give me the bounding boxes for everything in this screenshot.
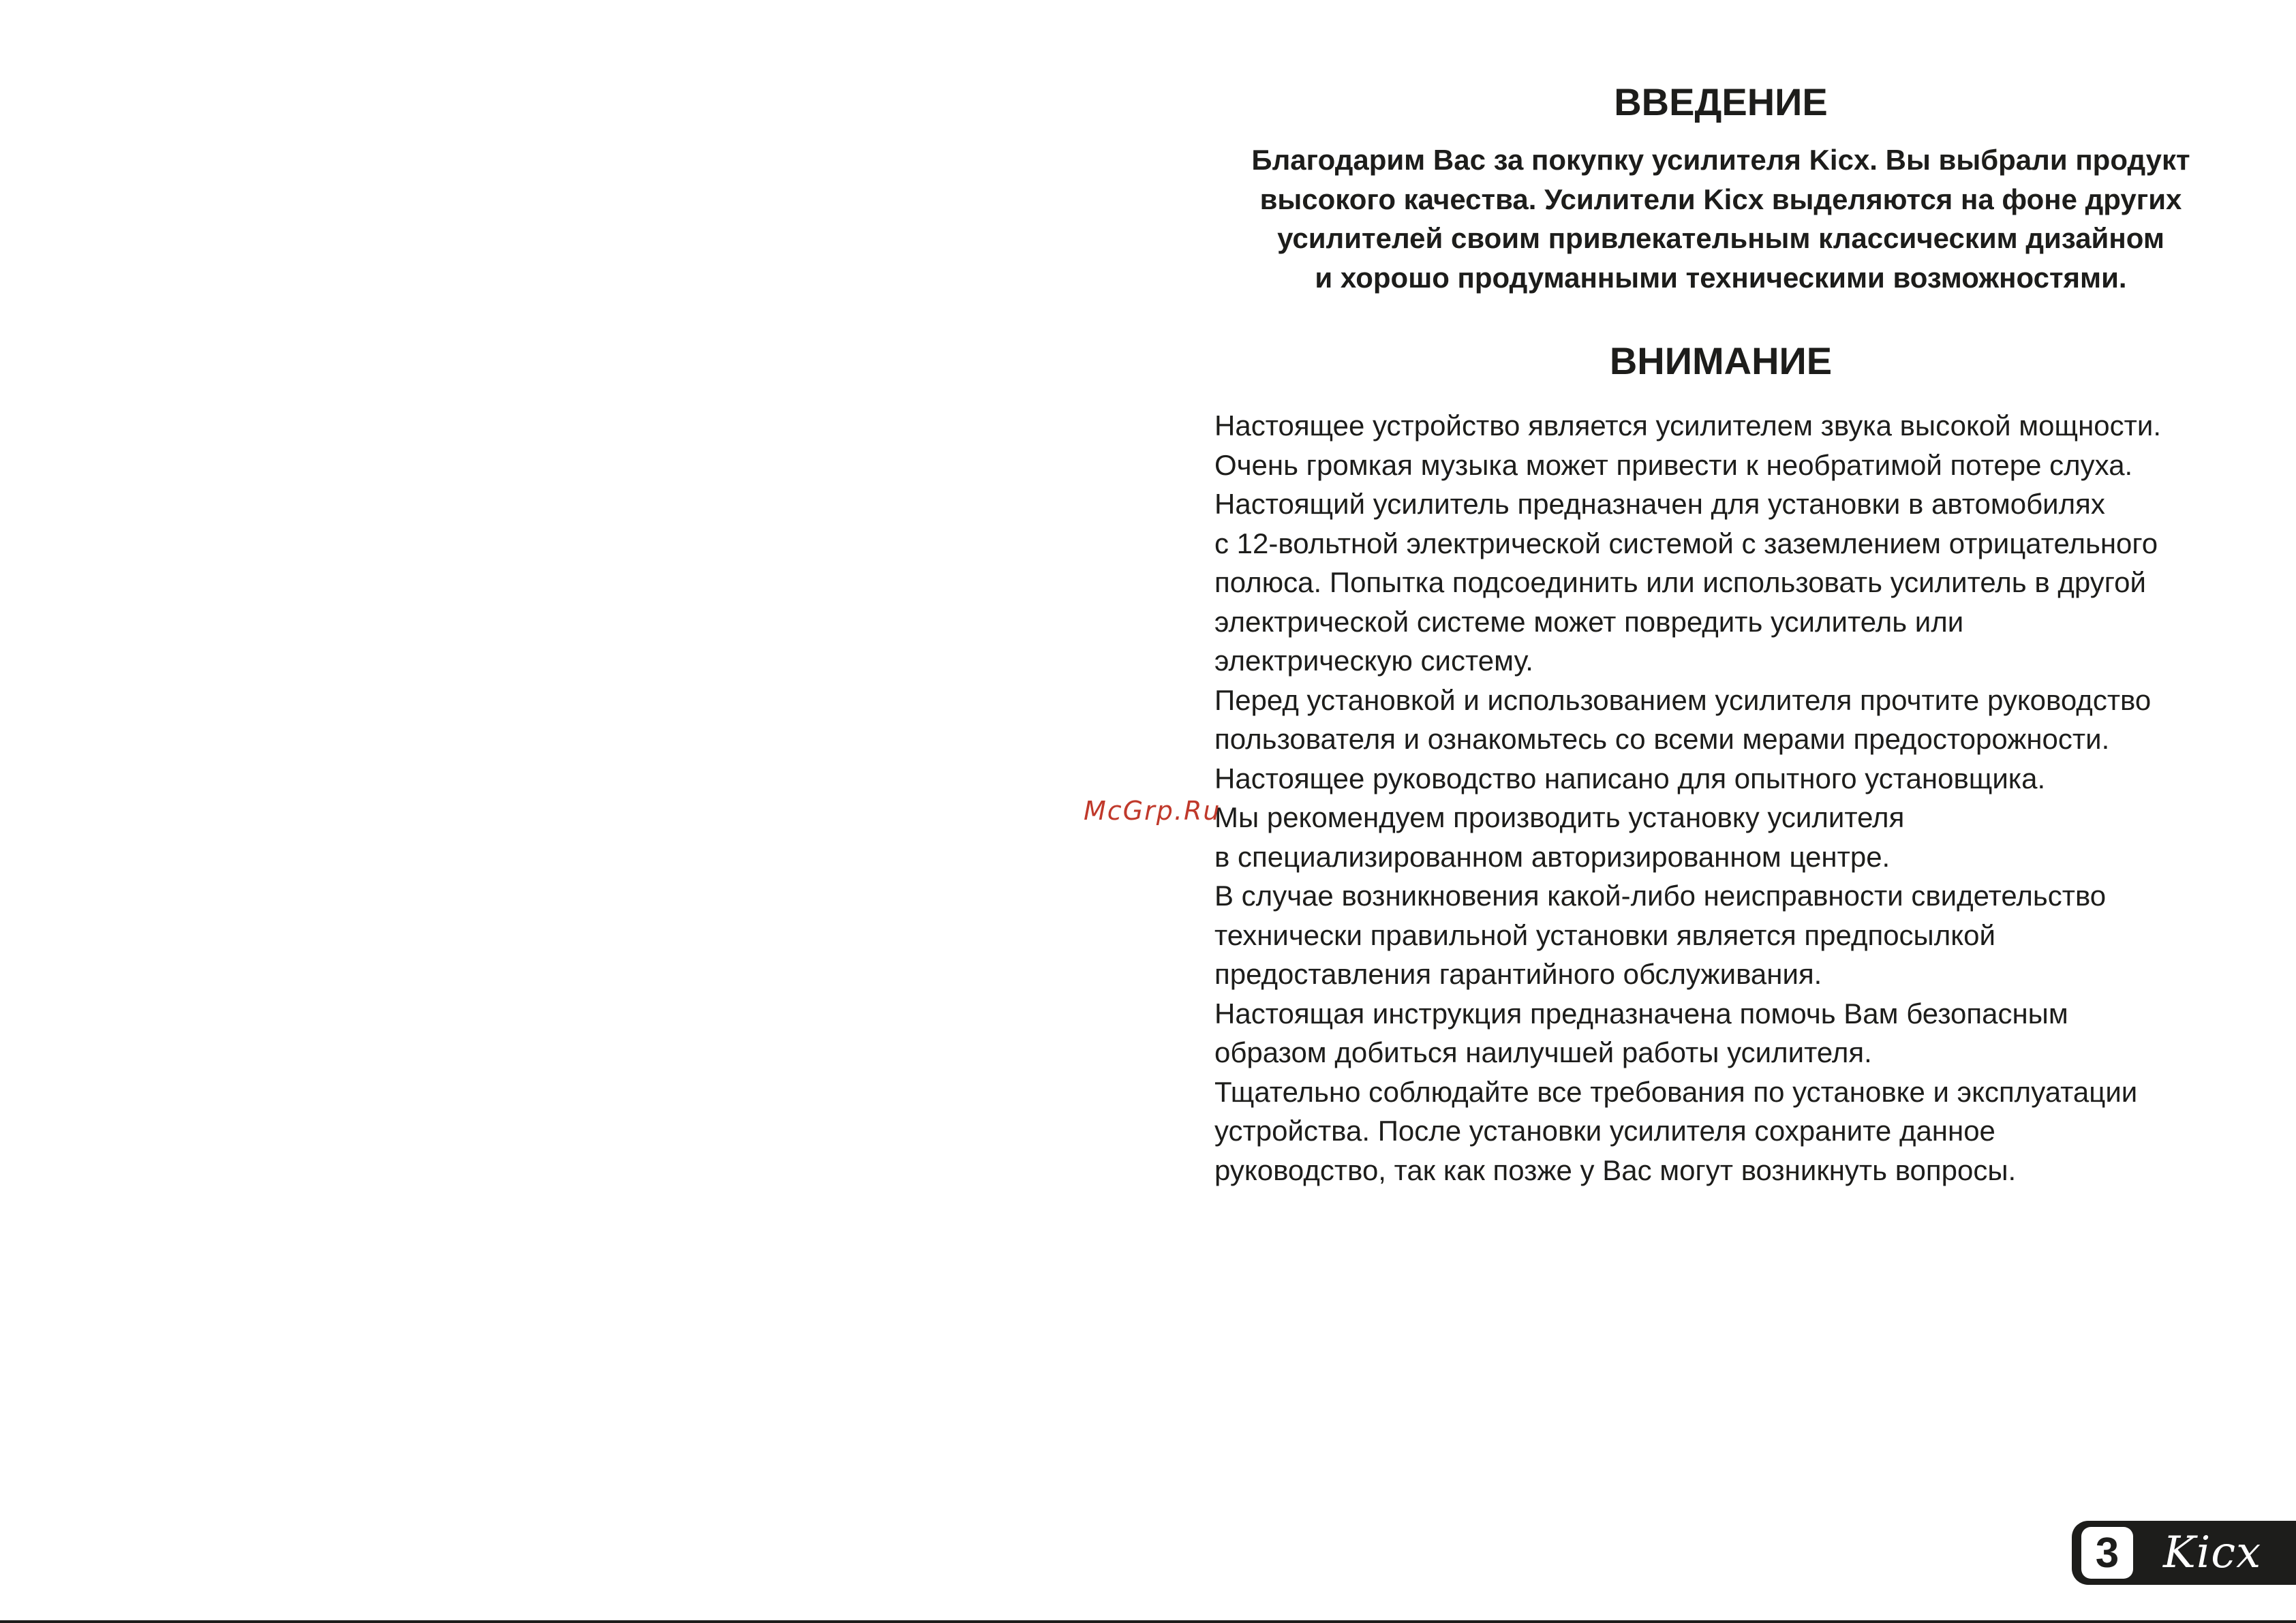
heading-introduction: ВВЕДЕНИЕ: [1614, 80, 1828, 123]
body-line: Очень громкая музыка может привести к необратимой потере слуха.: [1214, 448, 2133, 481]
body-line: руководство, так как позже у Вас могут возникнуть вопросы.: [1214, 1154, 2017, 1186]
content-column: [1199, 75, 2242, 1190]
intro-line: усилителей своим привлекательным классическим дизайном: [1277, 222, 2164, 254]
footer-badge: [2072, 1521, 2296, 1585]
body-line: технически правильной установки является предпосылкой: [1214, 918, 1995, 951]
body-line: Настоящее устройство является усилителем звука высокой мощности.: [1214, 409, 2161, 442]
brand-logo: Kicx: [2163, 1528, 2262, 1578]
body-line: электрической системе может повредить усилитель или: [1214, 605, 1964, 638]
body-line: предоставления гарантийного обслуживания.: [1214, 958, 1822, 990]
body-line: в специализированном авторизированном центре.: [1214, 840, 1891, 873]
body-line: электрическую систему.: [1214, 645, 1533, 677]
intro-paragraph: [1199, 140, 2242, 297]
page-number: 3: [2081, 1527, 2133, 1579]
body-line: с 12-вольтной электрической системой с заземлением отрицательного: [1214, 527, 2158, 559]
intro-line: Благодарим Вас за покупку усилителя Kicx. Вы выбрали продукт: [1251, 144, 2190, 176]
body-line: Настоящее руководство написано для опытного установщика.: [1214, 762, 2046, 794]
body-line: Мы рекомендуем производить установку усилителя: [1214, 801, 1905, 833]
intro-line: высокого качества. Усилители Kicx выделяются на фоне других: [1259, 183, 2182, 215]
body-line: В случае возникновения какой-либо неисправности свидетельство: [1214, 880, 2107, 912]
bottom-divider: [0, 1620, 2296, 1623]
watermark: McGrp.Ru: [1084, 796, 1221, 826]
body-line: Тщательно соблюдайте все требования по установке и эксплуатации: [1214, 1075, 2138, 1108]
intro-line: и хорошо продуманными техническими возможностями.: [1315, 261, 2127, 294]
body-line: устройства. После установки усилителя сохраните данное: [1214, 1115, 1995, 1147]
body-line: Перед установкой и использованием усилителя прочтите руководство: [1214, 683, 2152, 716]
body-line: образом добиться наилучшей работы усилителя.: [1214, 1036, 1872, 1068]
body-line: пользователя и ознакомьтесь со всеми мерами предосторожности.: [1214, 723, 2110, 755]
body-line: Настоящий усилитель предназначен для установки в автомобилях: [1214, 488, 2105, 520]
heading-warning: ВНИМАНИЕ: [1609, 339, 1833, 382]
warning-body: [1214, 406, 2242, 1190]
body-line: полюса. Попытка подсоединить или использовать усилитель в другой: [1214, 566, 2146, 598]
body-line: Настоящая инструкция предназначена помочь Вам безопасным: [1214, 997, 2068, 1030]
